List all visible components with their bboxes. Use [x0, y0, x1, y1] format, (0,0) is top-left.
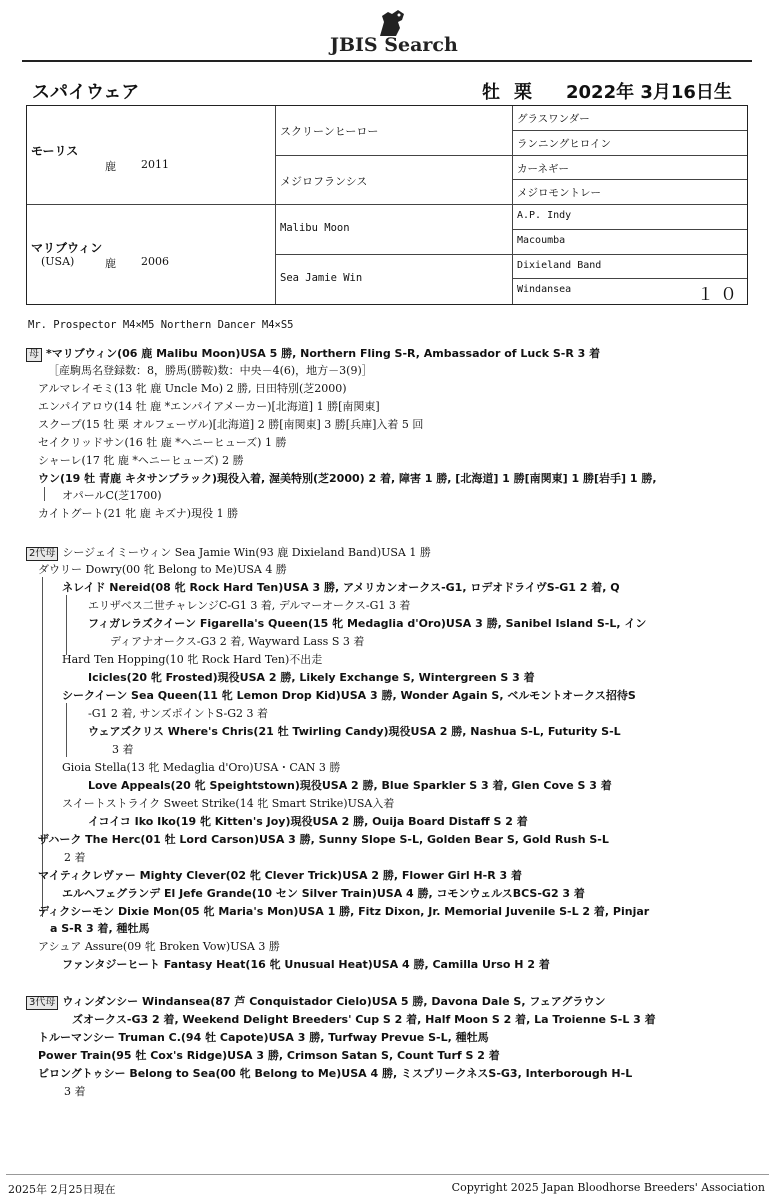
dam-line: [38, 418, 423, 432]
dam-line: [38, 454, 244, 468]
gen2-entry: a S-R 3 着, 種牡馬: [50, 922, 150, 935]
pedigree-sire-cell: [27, 106, 275, 205]
pedigree-gen3-cell: [512, 180, 747, 205]
dam-line: [38, 507, 238, 521]
gen2-line: [88, 617, 646, 631]
gen3-line: [38, 1031, 489, 1045]
gen2-line: [88, 725, 621, 739]
gen2-line: [62, 653, 322, 667]
gen3-line: [64, 1085, 86, 1099]
gen3-line: [38, 1049, 500, 1063]
gen2-entry: フィガレラズクイーン Figarella's Queen(15 牝 Medaglia d'Oro)USA 3 勝, Sanibel Island S-L, イン: [88, 617, 647, 630]
gen2-entry: ダウリー Dowry(00 牝 Belong to Me)USA 4 勝: [38, 563, 287, 576]
pedigree-gen3-name: A.P. Indy: [517, 210, 572, 221]
gen2-entry: ファンタジーヒート Fantasy Heat(16 牝 Unusual Heat)USA 4 勝, Camilla Urso H 2 着: [62, 958, 550, 971]
gen2-line: [88, 707, 268, 721]
gen3-entry: ズオークス-G3 2 着, Weekend Delight Breeders' Cup S 2 着, Half Moon S 2 着, La Troienne S-L 3 着: [72, 1013, 656, 1026]
gen2-entry: Icicles(20 牝 Frosted)現役USA 2 勝, Likely Exchange S, Wintergreen S 3 着: [88, 671, 535, 684]
gen3-entry: Power Train(95 牡 Cox's Ridge)USA 3 勝, Crimson Satan S, Count Turf S 2 着: [38, 1049, 500, 1062]
pedigree-gen3-cell: [512, 230, 747, 255]
indent-bar: [66, 703, 67, 757]
gen2-line: [62, 797, 394, 811]
gen2-entry: シークイーン Sea Queen(11 牝 Lemon Drop Kid)USA 3 勝, Wonder Again S, ベルモントオークス招待S: [62, 689, 636, 702]
gen2-entry: ザハーク The Herc(01 牡 Lord Carson)USA 3 勝, Sunny Slope S-L, Golden Bear S, Gold Rush S-L: [38, 833, 609, 846]
header-divider: [22, 60, 752, 62]
gen2-line: [50, 922, 150, 936]
gen2-line: [64, 851, 86, 865]
site-logo: [0, 6, 775, 58]
gen3-line: [72, 1013, 656, 1027]
offspring-entry: スクープ(15 牡 栗 オルフェーヴル)[北海道] 2 勝[南関東] 3 勝[兵庫]入着 5 回: [38, 418, 424, 431]
dam-line: [38, 472, 657, 486]
gen3-line: [26, 995, 605, 1010]
gen2-line: [62, 581, 620, 595]
section-tag-dam: 母: [26, 348, 42, 362]
inbreeding-note: Mr. Prospector M4×M5 Northern Dancer M4×S5: [28, 319, 294, 331]
gen2-line: [88, 671, 535, 685]
gen2-line: [62, 887, 585, 901]
gen2-entry: ディクシーモン Dixie Mon(05 牝 Maria's Mon)USA 1 勝, Fitz Dixon, Jr. Memorial Juvenile S-L 2 着, Pinjar: [38, 905, 650, 918]
gen3-entry: トルーマンシー Truman C.(94 牡 Capote)USA 3 勝, Turfway Prevue S-L, 種牡馬: [38, 1031, 489, 1044]
gen2-line: [38, 869, 522, 883]
indent-bar: [44, 487, 45, 501]
pedigree-gen3-name: Macoumba: [517, 234, 566, 246]
horse-color: 栗: [514, 82, 532, 103]
gen2-entry: ネレイド Nereid(08 牝 Rock Hard Ten)USA 3 勝, アメリカンオークス-G1, ロデオドライヴS-G1 2 着, Q: [62, 581, 620, 594]
horse-name: スパイウェア: [32, 82, 140, 103]
pedigree-gen3-cell: [512, 131, 747, 156]
dam-line: [38, 436, 286, 450]
pedigree-gen3-cell: [512, 255, 747, 280]
gen2-line: [62, 761, 340, 775]
gen3-entry: ビロングトゥシー Belong to Sea(00 牝 Belong to Me)USA 4 勝, ミスプリークネスS-G3, Interborough H-L: [38, 1067, 633, 1080]
pedigree-gen3-name: グラスワンダー: [517, 113, 590, 125]
offspring-summary: ［産駒馬名登録数：8，勝馬(勝鞍)数：中央－4(6)，地方－3(9)］: [48, 364, 373, 377]
offspring-entry: ウン(19 牡 青鹿 キタサンブラック)現役入着, 渥美特別(芝2000) 2 着, 障害 1 勝, [北海道] 1 勝[南関東] 1 勝[岩手] 1 勝,: [38, 472, 657, 485]
gen2-line: [38, 940, 280, 954]
gen2-dam-record: シージェイミーウィン Sea Jamie Win(93 鹿 Dixieland Band)USA 1 勝: [62, 546, 431, 559]
gen2-line: [26, 546, 431, 561]
sire-year: 2011: [141, 158, 169, 171]
pedigree-gen2-name: メジロフランシス: [280, 174, 368, 188]
dam-line: [48, 364, 373, 378]
gen3-line: [38, 1067, 632, 1081]
dam-line: [38, 400, 380, 414]
gen2-line: [88, 779, 612, 793]
gen2-line: [88, 815, 528, 829]
offspring-entry: セイクリッドサン(16 牡 鹿 *ヘニーヒューズ) 1 勝: [38, 436, 287, 449]
gen2-entry: イコイコ Iko Iko(19 牝 Kitten's Joy)現役USA 2 勝, Ouija Board Distaff S 2 着: [88, 815, 528, 828]
gen2-line: [62, 689, 636, 703]
pedigree-gen2-cell: [275, 205, 512, 255]
pedigree-gen2-cell: [275, 156, 512, 206]
gen2-entry: スイートストライク Sweet Strike(14 牝 Smart Strike)USA入着: [62, 797, 395, 810]
pedigree-gen2-name: スクリーンヒーロー: [280, 125, 379, 138]
dam-country: (USA): [41, 255, 75, 268]
pedigree-gen3-cell: [512, 156, 747, 181]
pedigree-table: [26, 105, 748, 305]
gen2-entry: マイティクレヴァー Mighty Clever(02 牝 Clever Trick)USA 2 勝, Flower Girl H-R 3 着: [38, 869, 522, 882]
offspring-entry: エンパイアロウ(14 牡 鹿 *エンパイアメーカー)[北海道] 1 勝[南関東]: [38, 400, 380, 413]
gen2-entry: 2 着: [64, 851, 86, 864]
gen2-line: [38, 563, 287, 577]
pedigree-dam-cell: [27, 205, 275, 304]
section-tag-gen2: 2代母: [26, 547, 58, 561]
section-tag-gen3: 3代母: [26, 996, 58, 1010]
pedigree-gen3-name: ランニングヒロイン: [517, 137, 611, 150]
gen3-dam-record: ウィンダンシー Windansea(87 芦 Conquistador Cielo)USA 5 勝, Davona Dale S, フェアグラウン: [62, 995, 606, 1008]
pedigree-gen2-cell: [275, 106, 512, 156]
gen2-line: [38, 833, 609, 847]
gen2-line: [88, 599, 410, 613]
gen2-entry: ウェアズクリス Where's Chris(21 牡 Twirling Candy)現役USA 2 勝, Nashua S-L, Futurity S-L: [88, 725, 621, 738]
dam-color: 鹿: [105, 257, 116, 270]
pedigree-gen2-cell: [275, 255, 512, 305]
indent-bar: [42, 577, 43, 917]
offspring-entry: オパールC(芝1700): [62, 489, 162, 502]
pedigree-gen2-name: Malibu Moon: [280, 222, 350, 234]
offspring-entry: アルマレイモミ(13 牝 鹿 Uncle Mo) 2 勝, 日田特別(芝2000): [38, 382, 347, 395]
gen2-line: [112, 743, 134, 757]
pedigree-gen3-cell: [512, 205, 747, 230]
pedigree-gen3-cell: [512, 279, 747, 304]
gen2-entry: Love Appeals(20 牝 Speightstown)現役USA 2 勝, Blue Sparkler S 3 着, Glen Cove S 3 着: [88, 779, 612, 792]
gen2-entry: アシュア Assure(09 牝 Broken Vow)USA 3 勝: [38, 940, 280, 953]
gen3-entry: 3 着: [64, 1085, 86, 1098]
gen2-entry: 3 着: [112, 743, 134, 756]
dam-name: マリブウィン: [31, 241, 103, 255]
dam-line: [62, 489, 162, 503]
logo-text: JBIS Search: [330, 34, 458, 56]
gen2-entry: -G1 2 着, サンズポイントS-G2 3 着: [88, 707, 269, 720]
pedigree-gen3-name: メジロモントレー: [517, 187, 601, 200]
gen2-line: [38, 905, 649, 919]
gen2-line: [110, 635, 364, 649]
pedigree-gen3-name: Windansea: [517, 284, 572, 296]
sire-name: モーリス: [31, 144, 79, 158]
gen2-line: [62, 958, 550, 972]
dam-record: *マリブウィン(06 鹿 Malibu Moon)USA 5 勝, Northern Fling S-R, Ambassador of Luck S-R 3 着: [46, 347, 601, 360]
pedigree-gen3-name: Dixieland Band: [517, 259, 602, 271]
pedigree-gen3-name: カーネギー: [517, 162, 569, 175]
dam-line: [38, 382, 347, 396]
horse-sex: 牡: [482, 82, 500, 103]
horse-birth-date: 2022年 3月16日生: [566, 82, 732, 103]
dam-line: [26, 347, 600, 362]
gen2-entry: Hard Ten Hopping(10 牝 Rock Hard Ten)不出走: [62, 653, 323, 666]
offspring-entry: カイトグート(21 牝 鹿 キズナ)現役 1 勝: [38, 507, 239, 520]
footer-copyright: Copyright 2025 Japan Bloodhorse Breeders' Association: [451, 1181, 765, 1194]
pedigree-gen2-name: Sea Jamie Win: [280, 271, 363, 284]
gen2-entry: エルヘフェグランデ El Jefe Grande(10 セン Silver Train)USA 4 勝, コモンウェルスBCS-G2 3 着: [62, 887, 585, 900]
footer-divider: [6, 1174, 769, 1175]
footer-date: 2025年 2月25日現在: [8, 1183, 116, 1196]
gen2-entry: エリザベス二世チャレンジC-G1 3 着, デルマーオークス-G1 3 着: [88, 599, 411, 612]
dam-year: 2006: [141, 255, 169, 268]
page-number: １０: [697, 285, 743, 306]
offspring-entry: シャーレ(17 牝 鹿 *ヘニーヒューズ) 2 勝: [38, 454, 244, 467]
sire-color: 鹿: [105, 160, 116, 173]
pedigree-gen3-cell: [512, 106, 747, 131]
indent-bar: [66, 595, 67, 655]
gen2-entry: ディアナオークス-G3 2 着, Wayward Lass S 3 着: [110, 635, 365, 648]
gen2-entry: Gioia Stella(13 牝 Medaglia d'Oro)USA・CAN 3 勝: [62, 761, 341, 774]
